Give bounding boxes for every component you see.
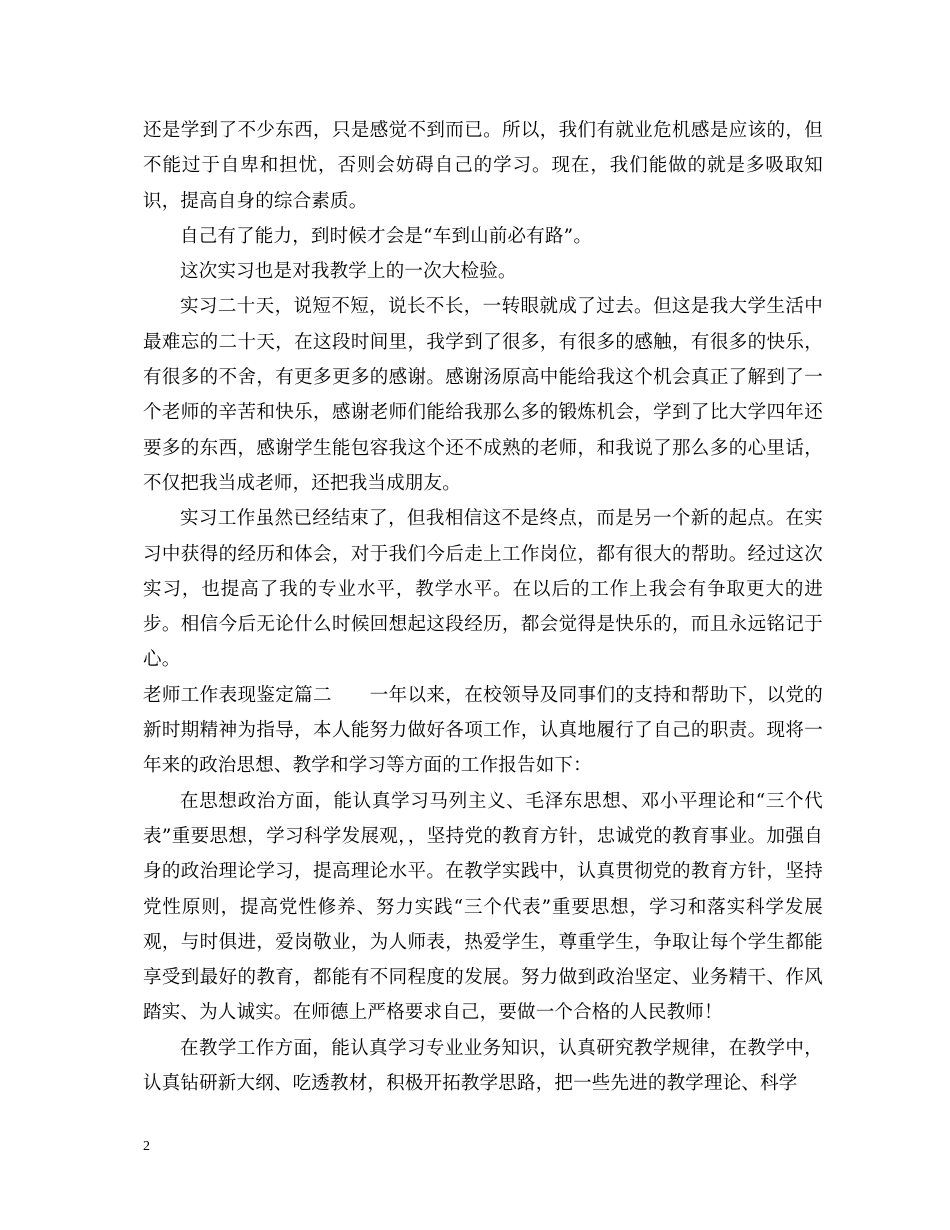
body-text [143,113,823,1101]
page-number: 2 [143,1139,150,1154]
paragraph-6-section-heading: 老师工作表现鉴定篇二 一年以来，在校领导及同事们的支持和帮助下，以党的新时期精神为指导，本人能努力做好各项工作，认真地履行了自己的职责。现将一年来的政治思想、教学和学习等方面的工作报告如下： [143,684,823,777]
paragraph-5: 实习工作虽然已经结束了，但我相信这不是终点，而是另一个新的起点。在实习中获得的经历和体会，对于我们今后走上工作岗位，都有很大的帮助。经过这次实习，也提高了我的专业水平，教学水平。在以后的工作上我会有争取更大的进步。相信今后无论什么时候回想起这段经历，都会觉得是快乐的，而且永远铭记于心。 [143,508,823,671]
paragraph-2: 自己有了能力，到时候才会是“车到山前必有路”。 [180,225,593,247]
paragraph-3: 这次实习也是对我教学上的一次大检验。 [180,261,517,283]
paragraph-8: 在教学工作方面，能认真学习专业业务知识，认真研究教学规律，在教学中，认真钻研新大纲、吃透教材，积极开拓教学思路，把一些先进的教学理论、科学 [143,1037,823,1095]
paragraph-4: 实习二十天，说短不短，说长不长，一转眼就成了过去。但这是我大学生活中最难忘的二十天，在这段时间里，我学到了很多，有很多的感触，有很多的快乐，有很多的不舍，有更多更多的感谢。感谢汤原高中能给我这个机会真正了解到了一个老师的辛苦和快乐，感谢老师们能给我那么多的锻炼机会，学到了比大学四年还要多的东西，感谢学生能包容我这个还不成熟的老师，和我说了那么多的心里话，不仅把我当成老师，还把我当成朋友。 [143,296,823,494]
paragraph-1: 还是学到了不少东西，只是感觉不到而已。所以，我们有就业危机感是应该的，但不能过于自卑和担忧，否则会妨碍自己的学习。现在，我们能做的就是多吸取知识，提高自身的综合素质。 [143,120,823,212]
paragraph-7: 在思想政治方面，能认真学习马列主义、毛泽东思想、邓小平理论和“三个代表”重要思想，学习科学发展观，，坚持党的教育方针，忠诚党的教育事业。加强自身的政治理论学习，提高理论水平。在教学实践中，认真贯彻党的教育方针，坚持党性原则，提高党性修养、努力实践“三个代表”重要思想，学习和落实科学发展观，与时俱进，爱岗敬业，为人师表，热爱学生，尊重学生，争取让每个学生都能享受到最好的教育，都能有不同程度的发展。努力做到政治坚定、业务精干、作风踏实、为人诚实。在师德上严格要求自己，要做一个合格的人民教师！ [143,790,823,1024]
